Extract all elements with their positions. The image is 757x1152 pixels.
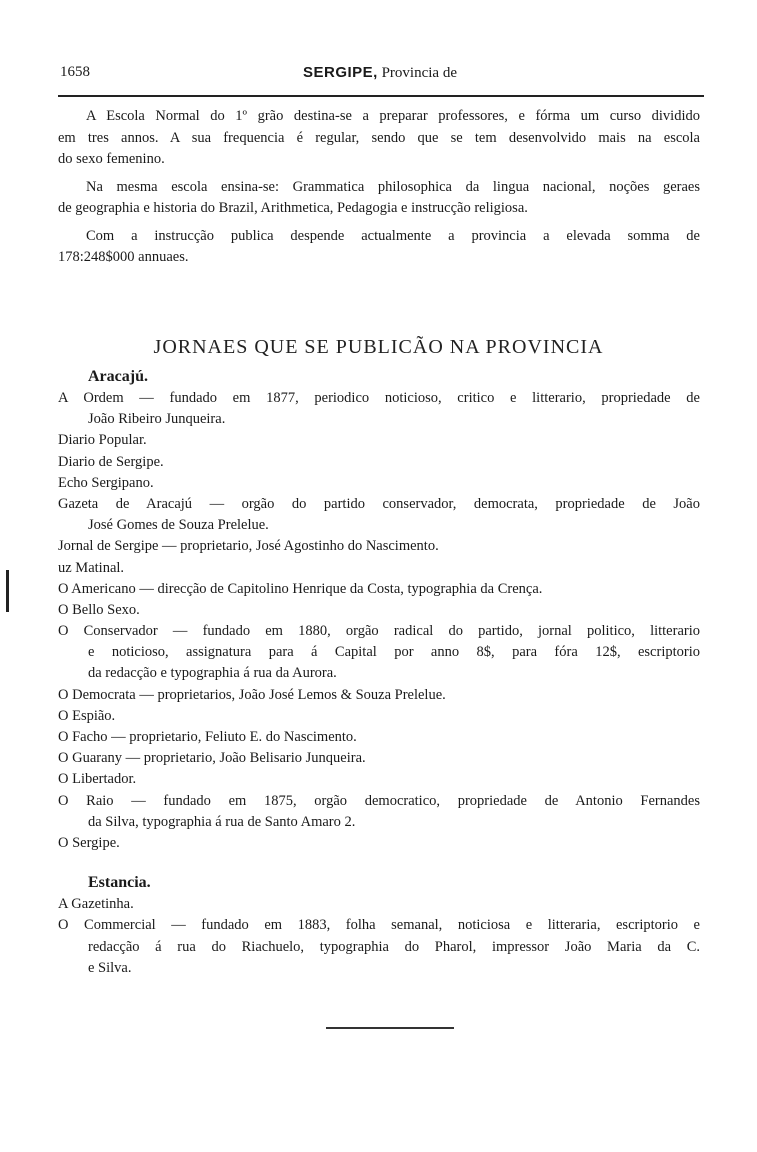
entry-line: O Espião.: [58, 707, 116, 724]
entry-line: O Bello Sexo.: [58, 601, 140, 618]
text-line: A Escola Normal do 1º grão destina-se a preparar professores, e fórma um curso dividido: [86, 108, 700, 124]
newspaper-list: [58, 366, 700, 979]
entry-line: e noticioso, assignatura para á Capital por anno 8$, para fóra 12$, escriptorio: [88, 644, 700, 661]
list-item: [58, 727, 700, 748]
entry-line: Diario de Sergipe.: [58, 453, 164, 470]
entry-line: O Democrata — proprietarios, João José Lemos & Souza Prelelue.: [58, 686, 446, 703]
section-title: JORNAES QUE SE PUBLICÃO NA PROVINCIA: [153, 336, 604, 358]
list-item: [58, 685, 700, 706]
running-title-rest: Provincia de: [377, 65, 457, 81]
spacer: [58, 854, 700, 872]
entry-line: redacção á rua do Riachuelo, typographia do Pharol, impressor João Maria da C.: [88, 938, 700, 955]
page-header: [60, 64, 700, 86]
entry-line: O Commercial — fundado em 1883, folha semanal, noticiosa e litteraria, escriptorio e: [58, 917, 700, 934]
list-item: [58, 579, 700, 600]
running-title: [60, 64, 700, 82]
list-item: [58, 894, 700, 915]
city-heading: Estancia.: [88, 874, 151, 892]
entry-line: O Facho — proprietario, Feliuto E. do Nascimento.: [58, 729, 357, 745]
entry-line: O Conservador — fundado em 1880, orgão radical do partido, jornal politico, litterario: [58, 623, 700, 640]
list-item: [58, 388, 700, 430]
page-number: 1658: [60, 64, 90, 80]
entry-line: Gazeta de Aracajú — orgão do partido conservador, democrata, propriedade de João: [58, 495, 700, 512]
city-heading: Aracajú.: [88, 368, 148, 385]
entry-line: O Sergipe.: [58, 834, 120, 851]
text-line: em tres annos. A sua frequencia é regular, sendo que se tem desenvolvido mais na escola: [58, 129, 700, 146]
closing-rule: [326, 1027, 454, 1029]
text-line: Na mesma escola ensina-se: Grammatica philosophica da lingua nacional, noções geraes: [86, 178, 700, 195]
entry-line: Diario Popular.: [58, 432, 147, 449]
entry-line: O Libertador.: [58, 771, 137, 788]
text-line: de geographia e historia do Brazil, Arithmetica, Pedagogia e instrucção religiosa.: [58, 200, 528, 216]
list-item: [58, 833, 700, 854]
entry-line: A Ordem — fundado em 1877, periodico noticioso, critico e litterario, propriedade de: [58, 390, 700, 406]
entry-line: e Silva.: [88, 959, 132, 976]
list-item: [58, 430, 700, 451]
list-item: [58, 706, 700, 727]
entry-line: José Gomes de Souza Prelelue.: [88, 517, 269, 534]
entry-line: João Ribeiro Junqueira.: [88, 411, 226, 428]
entry-line: da Silva, typographia á rua de Santo Amaro 2.: [88, 813, 356, 830]
text-line: 178:248$000 annuaes.: [58, 249, 189, 265]
running-title-bold: SERGIPE,: [302, 64, 378, 81]
list-item: [58, 536, 700, 557]
list-item: [58, 621, 700, 685]
entry-line: O Raio — fundado em 1875, orgão democratico, propriedade de Antonio Fernandes: [58, 792, 700, 809]
paragraph: [58, 106, 700, 171]
entry-line: O Americano — direcção de Capitolino Henrique da Costa, typographia da Crença.: [58, 580, 543, 597]
list-item: [58, 791, 700, 833]
entry-line: da redacção e typographia á rua da Aurora.: [88, 665, 337, 682]
list-item: [58, 915, 700, 979]
entry-line: Echo Sergipano.: [58, 474, 154, 491]
entry-line: Jornal de Sergipe — proprietario, José Agostinho do Nascimento.: [58, 538, 439, 555]
list-item: [58, 494, 700, 536]
list-item: [58, 558, 700, 579]
entry-line: uz Matinal.: [58, 559, 125, 576]
list-item: [58, 452, 700, 473]
list-item: [58, 748, 700, 769]
text-line: Com a instrucção publica despende actualmente a provincia a elevada somma de: [86, 227, 700, 244]
paragraph: [58, 226, 700, 269]
list-item: [58, 473, 700, 494]
entry-line: A Gazetinha.: [58, 896, 134, 913]
header-rule: [58, 95, 704, 97]
list-item: [58, 769, 700, 790]
list-item: [58, 600, 700, 621]
entry-line: O Guarany — proprietario, João Belisario Junqueira.: [58, 750, 366, 767]
text-line: do sexo femenino.: [58, 151, 165, 167]
paragraph: [58, 177, 700, 220]
intro-text: [58, 106, 700, 275]
scan-mark: [6, 570, 9, 612]
